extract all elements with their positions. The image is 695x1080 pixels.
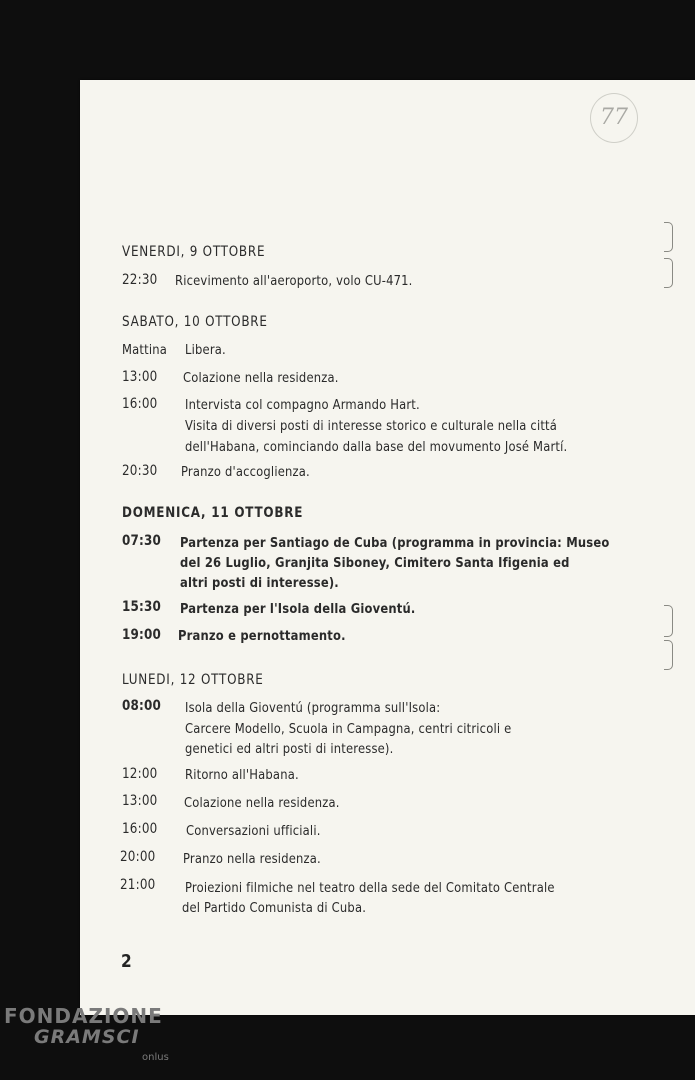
staple-icon	[664, 640, 673, 670]
event-text: Pranzo d'accoglienza.	[181, 464, 310, 480]
event-time: 16:00	[122, 821, 158, 837]
event-time: 19:00	[122, 627, 162, 643]
event-text: Partenza per Santiago de Cuba (programma in provincia: Museo	[180, 535, 610, 551]
logo-line1: FONDAZIONE	[4, 1004, 163, 1028]
event-text: Proiezioni filmiche nel teatro della sede del Comitato Centrale	[185, 880, 555, 896]
event-text: Carcere Modello, Scuola in Campagna, centri citricoli e	[185, 721, 512, 737]
event-time: 20:00	[120, 849, 156, 865]
event-time: 15:30	[122, 599, 162, 615]
event-text: Isola della Gioventú (programma sull'Isola:	[185, 700, 441, 716]
event-text: genetici ed altri posti di interesse).	[185, 741, 394, 757]
event-text: Pranzo nella residenza.	[183, 851, 321, 867]
event-text: Ritorno all'Habana.	[185, 767, 299, 783]
event-time: 21:00	[120, 877, 156, 893]
archive-number-stamp: 77	[590, 93, 638, 143]
event-text: Ricevimento all'aeroporto, volo CU-471.	[175, 273, 413, 289]
event-text: Pranzo e pernottamento.	[178, 628, 346, 644]
event-time: 08:00	[122, 698, 162, 714]
event-text: Colazione nella residenza.	[183, 370, 339, 386]
event-time: 20:30	[122, 463, 158, 479]
event-text: Visita di diversi posti di interesse storico e culturale nella cittá	[185, 418, 558, 434]
day-heading: SABATO, 10 OTTOBRE	[122, 314, 268, 330]
staple-icon	[664, 258, 673, 288]
staple-icon	[664, 222, 673, 252]
event-text: Libera.	[185, 342, 226, 358]
event-time: 13:00	[122, 369, 158, 385]
day-heading: VENERDI, 9 OTTOBRE	[122, 244, 266, 260]
event-text: Conversazioni ufficiali.	[186, 823, 321, 839]
event-text: del 26 Luglio, Granjita Siboney, Cimitero Santa Ifigenia ed	[180, 555, 570, 571]
event-text: dell'Habana, cominciando dalla base del movumento José Martí.	[185, 439, 568, 455]
logo-line3: onlus	[142, 1052, 169, 1063]
event-time: 12:00	[122, 766, 158, 782]
day-heading: DOMENICA, 11 OTTOBRE	[122, 505, 304, 521]
event-text: del Partido Comunista di Cuba.	[182, 900, 367, 916]
event-text: Partenza per l'Isola della Gioventú.	[180, 601, 416, 617]
event-time: 13:00	[122, 793, 158, 809]
event-text: altri posti di interesse).	[180, 575, 339, 591]
event-time: 16:00	[122, 396, 158, 412]
event-time: Mattina	[122, 342, 167, 358]
event-time: 22:30	[122, 272, 158, 288]
event-text: Colazione nella residenza.	[184, 795, 340, 811]
event-time: 07:30	[122, 533, 162, 549]
page-number: 2	[121, 951, 132, 972]
event-text: Intervista col compagno Armando Hart.	[185, 397, 420, 413]
logo-line2: GRAMSCI	[34, 1026, 140, 1048]
day-heading: LUNEDI, 12 OTTOBRE	[122, 672, 264, 688]
staple-icon	[664, 605, 673, 637]
